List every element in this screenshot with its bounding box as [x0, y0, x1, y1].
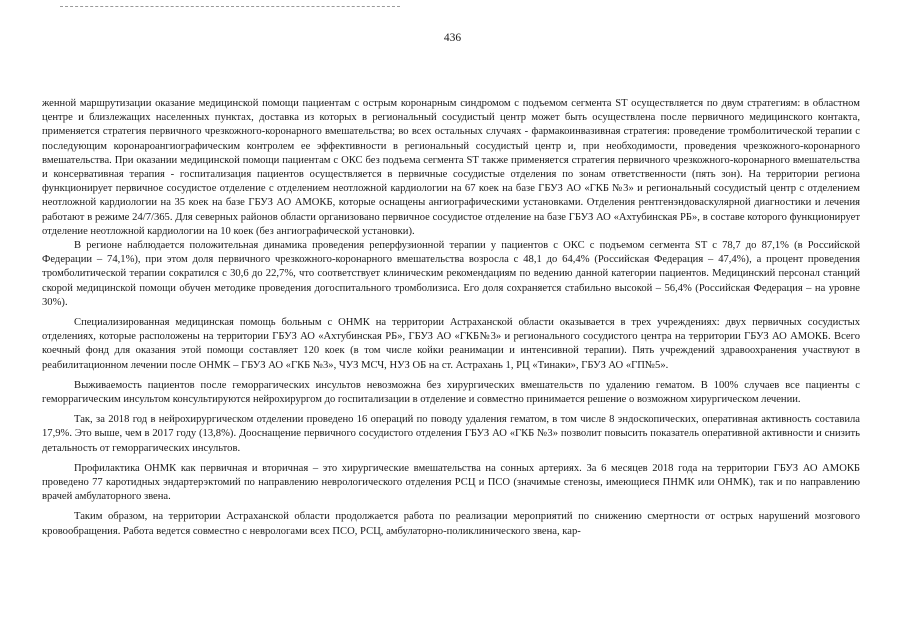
header-rule	[60, 6, 400, 7]
paragraph-1: женной маршрутизации оказание медицинской помощи пациентам с острым коронарным синдромом с подъемом сегмента ST осуществляется по двум стратегиям: в областном центре и близлежащих населенных пунктах, доставка из которых в региональный сосудистый центр может быть осуществлена после первичного медицинского контакта, применяется стратегия первичного чрезкожного-коронарного вмешательства; во всех остальных случаях - фармакоинвазивная стратегия: проведение тромболитической терапии с последующим коронароангиографическим контролем ее эффективности в региональный сосудистый центр и, при необходимости, проведения чрезкожного-коронарного вмешательства. При оказании медицинской помощи пациентам с ОКС без подъема сегмента ST также применяется стратегия первичного чрезкожного-коронарного вмешательства и консервативная терапия - госпитализация пациентов осуществляется в первичные сосудистые отделения по зонам ответственности (пять зон). На территории региона функционирует первичное сосудистое отделение с отделением неотложной кардиологии на 67 коек на базе ГБУЗ АО «ГКБ №3» и региональный сосудистый центр с отделением неотложной кардиологии на 35 коек на базе ГБУЗ АО АМОКБ, которые оснащены ангиографическими установками. Отделения рентгенэндоваскулярной диагностики и лечения работают в режиме 24/7/365. Для северных районов области организовано первичное сосудистое отделение на базе ГБУЗ АО «Ахтубинская РБ», в составе которого функционирует отделение неотложной кардиологии на 10 коек (без ангиографической установки).	[42, 98, 860, 237]
paragraph-2: В регионе наблюдается положительная динамика проведения реперфузионной терапии у пациентов с ОКС с подъемом сегмента ST с 78,7 до 87,1% (в Российской Федерации – 74,1%), при этом доля первичного чрезкожного-коронарного вмешательства возросла с 48,1 до 64,4% (Российская Федерация – 47,4%), а процент проведения тромболитической терапии сократился с 30,6 до 22,7%, что соответствует клиническим рекомендациям по ведению данной категории пациентов. Медицинский персонал станций скорой медицинской помощи обучен методике проведения догоспитального тромболизиса. Его доля сохраняется стабильно высокой – 56,4% (Российская Федерация – на уровне 30%).	[42, 240, 860, 308]
body-text	[42, 97, 860, 539]
page-number: 436	[443, 32, 462, 44]
paragraph-4: Выживаемость пациентов после геморрагических инсультов невозможна без хирургических вмешательств по удалению гематом. В 100% случаев все пациенты с геморрагическим инсультом консультируются нейрохирургом до госпитализации в отделение и совместно принимается решение о возможном хирургическом лечении.	[42, 379, 860, 406]
paragraph-7: Таким образом, на территории Астраханской области продолжается работа по реализации мероприятий по снижению смертности от острых нарушений мозгового кровообращения. Работа ведется совместно с неврологами всех ПСО, РСЦ, амбулаторно-поликлинического звена, кар-	[42, 511, 860, 537]
paragraph-3: Специализированная медицинская помощь больным с ОНМК на территории Астраханской области оказывается в трех учреждениях: двух первичных сосудистых отделениях, которые расположены на территории ГБУЗ АО «Ахтубинская РБ», ГБУЗ АО «ГКБ№3» и регионального сосудистого центра на территории ГБУЗ АО АМОКБ. Всего коечный фонд для оказания этой помощи составляет 120 коек (в том числе койки реанимации и интенсивной терапии). Пять учреждений здравоохранения участвуют в реабилитационном лечении после ОНМК – ГБУЗ АО «ГКБ №3», ЧУЗ МСЧ, НУЗ ОБ на ст. Астрахань 1, РЦ «Тинаки», ГБУЗ АО «ГП№5».	[42, 317, 860, 371]
paragraph-6: Профилактика ОНМК как первичная и вторичная – это хирургические вмешательства на сонных артериях. За 6 месяцев 2018 года на территории ГБУЗ АО АМОКБ проведено 77 каротидных эндартерэктомий по направлению неврологического отделения РСЦ и ПСО (значимые стенозы, имеющиеся ПНМК или ОНМК), так и по направлению врачей амбулаторного звена.	[42, 462, 860, 503]
paragraph-5: Так, за 2018 год в нейрохирургическом отделении проведено 16 операций по поводу удаления гематом, в том числе 8 эндоскопических, оперативная активность составила 17,9%. Это выше, чем в 2017 году (13,8%). Дооснащение первичного сосудистого отделения ГБУЗ АО «ГКБ №3» позволит повысить показатель оперативной активности и снизить детальность от геморрагических инсультов.	[42, 414, 860, 454]
